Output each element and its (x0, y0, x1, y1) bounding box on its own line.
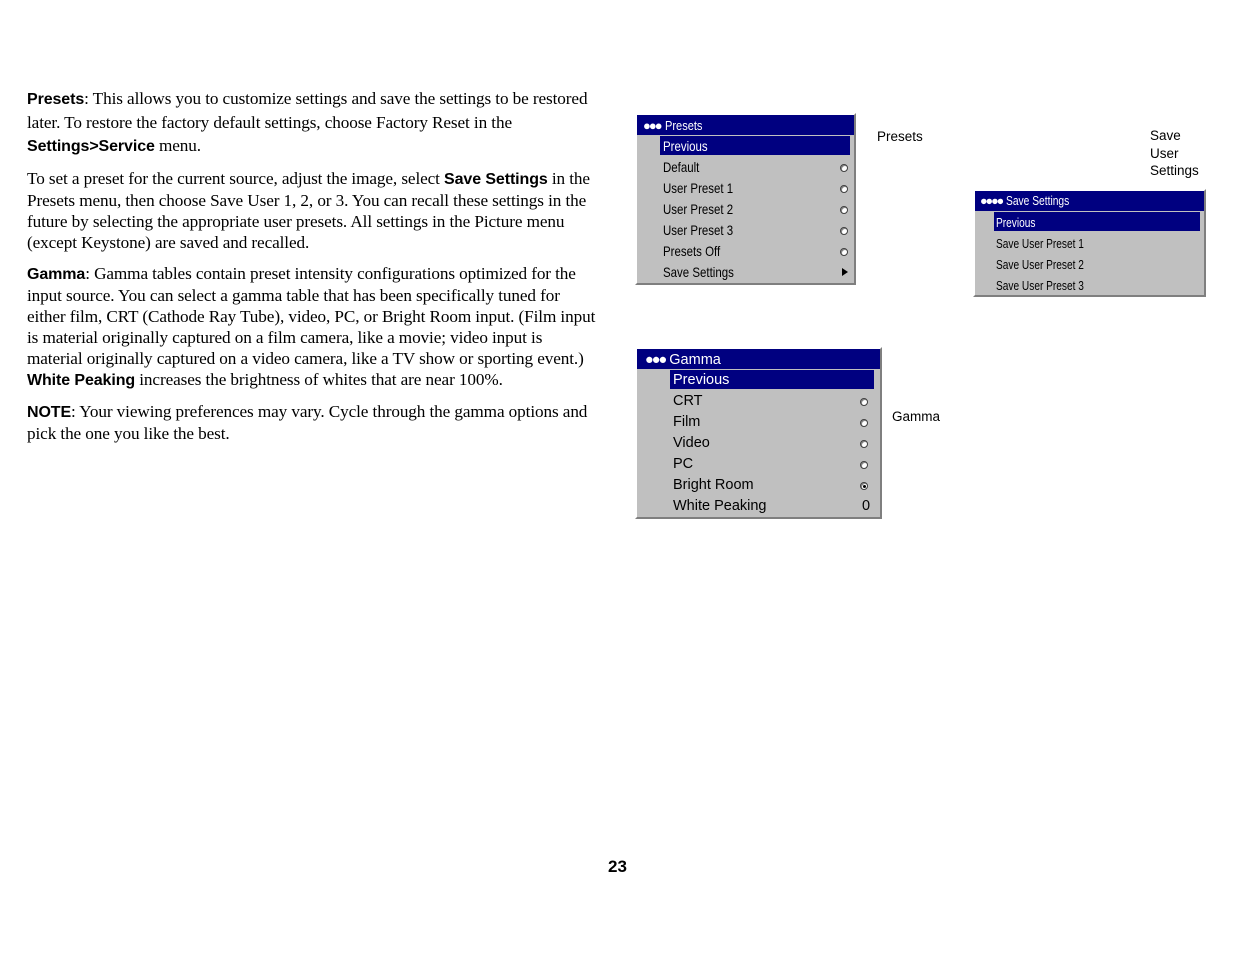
page-number: 23 (608, 857, 627, 876)
caption-line: Settings (1150, 163, 1199, 178)
gamma-item-film[interactable] (637, 412, 880, 433)
radio-button-icon[interactable] (840, 206, 848, 214)
gamma-item-label: Previous (673, 372, 730, 388)
save-settings-paragraph (27, 168, 599, 253)
caption-line: Save (1150, 128, 1181, 143)
presets-item-label: Previous (663, 138, 708, 154)
menu-level-dots-icon: ●●● (645, 352, 666, 368)
presets-text-1: : This allows you to customize settings and save the settings to be restored later. To restore the factory default settings, choose Factory Reset in the (27, 89, 588, 132)
presets-item-label: User Preset 2 (663, 201, 734, 217)
save-item-label: Previous (996, 215, 1036, 230)
caption-line: User (1150, 145, 1179, 161)
gamma-item-label: Video (673, 435, 710, 451)
presets-term: Presets (27, 91, 85, 108)
radio-button-icon[interactable] (860, 461, 868, 469)
gamma-item-video[interactable] (637, 433, 880, 454)
submenu-arrow-icon (842, 268, 848, 276)
gamma-item-pc[interactable] (637, 454, 880, 475)
presets-item-save-settings[interactable] (637, 262, 854, 283)
body-text (27, 87, 599, 454)
radio-button-icon[interactable] (840, 164, 848, 172)
gamma-item-label: White Peaking (673, 498, 767, 514)
presets-menu-title (637, 115, 854, 135)
save-item-label: Save User Preset 2 (996, 257, 1084, 272)
gamma-item-label: Film (673, 414, 701, 430)
save-item-label: Save User Preset 1 (996, 236, 1084, 251)
gamma-item-label: CRT (673, 393, 703, 409)
save-item-previous[interactable] (975, 212, 1204, 233)
presets-item-presets-off[interactable] (637, 241, 854, 262)
gamma-menu-title-text: Gamma (669, 352, 721, 368)
gamma-item-label: PC (673, 456, 694, 472)
white-peaking-term: White Peaking (27, 372, 136, 389)
save-item-user-preset-3[interactable] (975, 275, 1204, 296)
presets-menu (635, 113, 856, 285)
white-peaking-value: 0 (862, 498, 871, 514)
gamma-menu-title (637, 349, 880, 369)
gamma-caption: Gamma (892, 409, 941, 424)
gamma-item-crt[interactable] (637, 391, 880, 412)
radio-button-icon[interactable] (860, 440, 868, 448)
settings-service-term: Settings>Service (27, 138, 155, 155)
gamma-item-previous[interactable] (637, 370, 880, 391)
save-text-2: in the Presets menu, then choose Save User 1, 2, or 3. You can recall these settings in the future by selecting the appropriate user presets. All settings in the Picture menu (except Keystone) are saved and recalled. (27, 169, 590, 252)
gamma-item-bright-room[interactable] (637, 475, 880, 496)
presets-item-previous[interactable] (637, 136, 854, 157)
gamma-term: Gamma (27, 266, 86, 283)
radio-button-icon[interactable] (860, 398, 868, 406)
gamma-item-label: Bright Room (673, 477, 754, 493)
save-settings-menu-title-text: Save Settings (1006, 194, 1070, 208)
gamma-item-white-peaking[interactable] (637, 496, 880, 517)
presets-item-label: User Preset 1 (663, 180, 734, 196)
presets-item-user-preset-1[interactable] (637, 178, 854, 199)
presets-paragraph (27, 87, 599, 158)
radio-button-selected-icon[interactable] (860, 482, 868, 490)
save-settings-menu-title (975, 191, 1204, 211)
presets-item-label: Save Settings (663, 264, 734, 280)
gamma-paragraph (27, 263, 599, 391)
presets-item-default[interactable] (637, 157, 854, 178)
presets-item-user-preset-3[interactable] (637, 220, 854, 241)
save-user-settings-caption (1150, 127, 1199, 180)
radio-button-icon[interactable] (860, 419, 868, 427)
gamma-text-2: increases the brightness of whites that are near 100%. (135, 370, 503, 389)
radio-button-icon[interactable] (840, 248, 848, 256)
save-item-label: Save User Preset 3 (996, 278, 1084, 293)
note-paragraph (27, 401, 599, 444)
save-item-user-preset-2[interactable] (975, 254, 1204, 275)
menu-level-dots-icon: ●●●● (980, 194, 1003, 208)
radio-button-icon[interactable] (840, 185, 848, 193)
presets-text-2: menu. (154, 136, 201, 155)
presets-item-label: User Preset 3 (663, 222, 734, 238)
save-settings-menu (973, 189, 1206, 297)
note-text: : Your viewing preferences may vary. Cycle through the gamma options and pick the one you like the best. (27, 402, 588, 443)
presets-item-label: Default (663, 159, 700, 175)
presets-item-label: Presets Off (663, 243, 721, 259)
save-text-1: To set a preset for the current source, adjust the image, select (27, 169, 445, 188)
note-term: NOTE (27, 404, 72, 421)
gamma-text-1: : Gamma tables contain preset intensity configurations optimized for the input source. You can select a gamma table that has been specifically tuned for either film, CRT (Cathode Ray Tube), video, PC, or Bright Room input. (Film input is material originally captured on a film camera, like a movie; video input is material originally captured on a video camera, like a TV show or sporting event.) (27, 264, 596, 368)
menu-level-dots-icon: ●●● (643, 118, 661, 133)
presets-item-user-preset-2[interactable] (637, 199, 854, 220)
save-item-user-preset-1[interactable] (975, 233, 1204, 254)
radio-button-icon[interactable] (840, 227, 848, 235)
save-settings-term: Save Settings (444, 171, 548, 188)
presets-menu-title-text: Presets (664, 118, 703, 133)
presets-caption: Presets (877, 129, 923, 144)
gamma-menu (635, 347, 882, 519)
